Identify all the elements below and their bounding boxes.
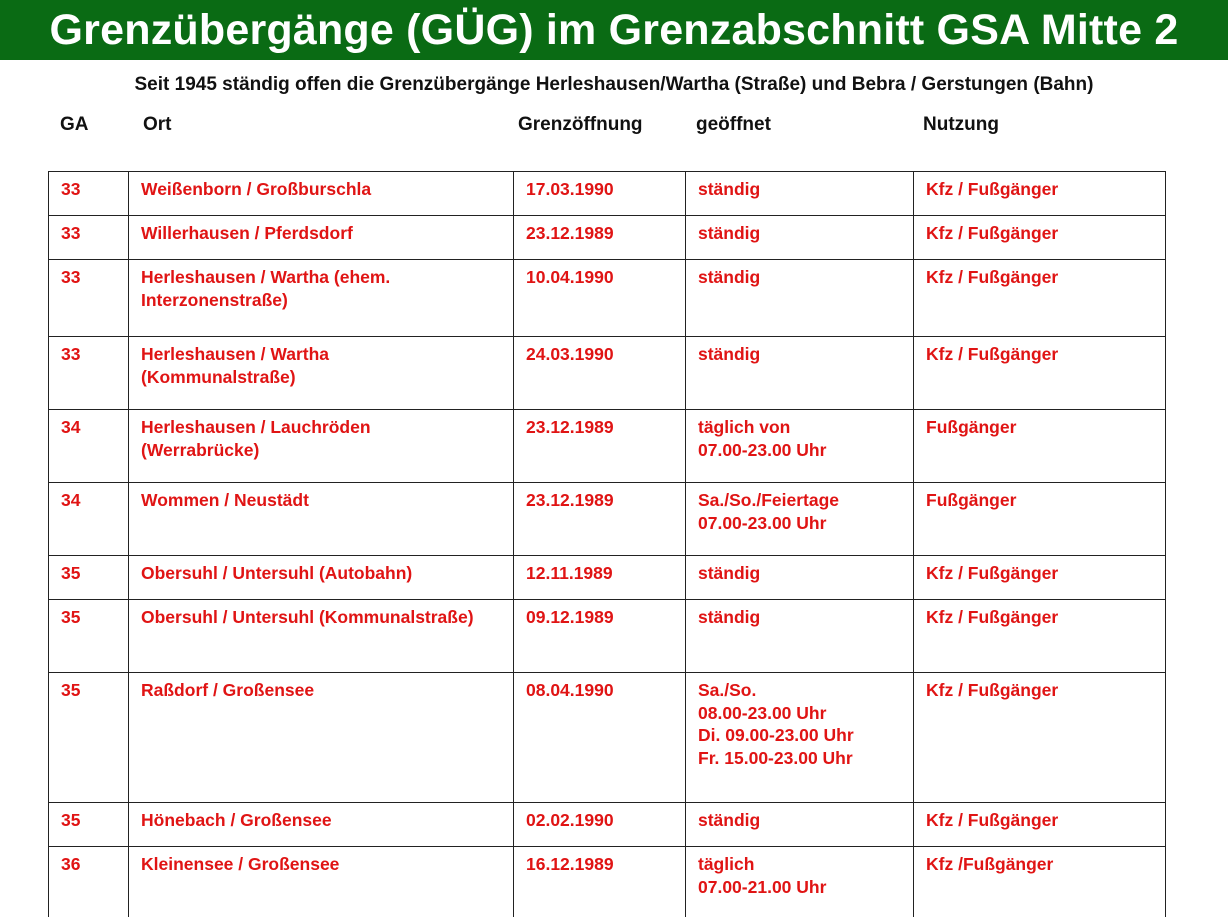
table-row xyxy=(49,216,1166,260)
cell-nutzung: Kfz / Fußgänger xyxy=(914,673,1166,803)
cell-nutzung: Kfz / Fußgänger xyxy=(914,216,1166,260)
cell-nutzung: Kfz / Fußgänger xyxy=(914,803,1166,847)
cell-ort: Herleshausen / Lauchröden (Werrabrücke) xyxy=(129,410,514,483)
cell-ort: Obersuhl / Untersuhl (Autobahn) xyxy=(129,556,514,600)
cell-ort: Herleshausen / Wartha (Kommunalstraße) xyxy=(129,337,514,410)
cell-nutzung: Kfz /Fußgänger xyxy=(914,847,1166,917)
cell-grenzoeffnung: 23.12.1989 xyxy=(514,483,686,556)
cell-geoeffnet: täglich 07.00-21.00 Uhr xyxy=(686,847,914,917)
cell-grenzoeffnung: 24.03.1990 xyxy=(514,337,686,410)
cell-ga: 35 xyxy=(49,600,129,673)
table-row xyxy=(49,847,1166,917)
cell-geoeffnet: Sa./So./Feiertage 07.00-23.00 Uhr xyxy=(686,483,914,556)
table-row xyxy=(49,337,1166,410)
cell-geoeffnet: Sa./So. 08.00-23.00 Uhr Di. 09.00-23.00 Uhr Fr. 15.00-23.00 Uhr xyxy=(686,673,914,803)
cell-grenzoeffnung: 23.12.1989 xyxy=(514,216,686,260)
cell-ort: Hönebach / Großensee xyxy=(129,803,514,847)
subtitle: Seit 1945 ständig offen die Grenzübergänge Herleshausen/Wartha (Straße) und Bebra / Gerstungen (Bahn) xyxy=(134,74,1094,95)
cell-nutzung: Kfz / Fußgänger xyxy=(914,172,1166,216)
cell-grenzoeffnung: 12.11.1989 xyxy=(514,556,686,600)
cell-geoeffnet: täglich von 07.00-23.00 Uhr xyxy=(686,410,914,483)
cell-ort: Kleinensee / Großensee xyxy=(129,847,514,917)
table-row xyxy=(49,483,1166,556)
cell-nutzung: Fußgänger xyxy=(914,483,1166,556)
cell-ga: 33 xyxy=(49,172,129,216)
table-row xyxy=(49,556,1166,600)
cell-ga: 34 xyxy=(49,483,129,556)
cell-ga: 36 xyxy=(49,847,129,917)
cell-ga: 35 xyxy=(49,673,129,803)
column-header-nutzung: Nutzung xyxy=(923,114,999,135)
cell-grenzoeffnung: 02.02.1990 xyxy=(514,803,686,847)
cell-ga: 33 xyxy=(49,337,129,410)
cell-geoeffnet: ständig xyxy=(686,556,914,600)
cell-grenzoeffnung: 23.12.1989 xyxy=(514,410,686,483)
table-row xyxy=(49,410,1166,483)
table-row xyxy=(49,673,1166,803)
cell-ga: 35 xyxy=(49,556,129,600)
cell-ort: Obersuhl / Untersuhl (Kommunalstraße) xyxy=(129,600,514,673)
cell-nutzung: Kfz / Fußgänger xyxy=(914,556,1166,600)
table-row xyxy=(49,600,1166,673)
column-header-ort: Ort xyxy=(143,114,172,135)
table-row xyxy=(49,803,1166,847)
cell-geoeffnet: ständig xyxy=(686,172,914,216)
cell-geoeffnet: ständig xyxy=(686,337,914,410)
cell-ort: Wommen / Neustädt xyxy=(129,483,514,556)
column-header-ga: GA xyxy=(60,114,89,135)
cell-grenzoeffnung: 08.04.1990 xyxy=(514,673,686,803)
column-header-geoeffnet: geöffnet xyxy=(696,114,771,135)
page-title: Grenzübergänge (GÜG) im Grenzabschnitt GSA Mitte 2 xyxy=(0,0,1228,60)
cell-ort: Raßdorf / Großensee xyxy=(129,673,514,803)
cell-geoeffnet: ständig xyxy=(686,600,914,673)
cell-geoeffnet: ständig xyxy=(686,260,914,337)
cell-ga: 33 xyxy=(49,216,129,260)
cell-ga: 34 xyxy=(49,410,129,483)
cell-nutzung: Kfz / Fußgänger xyxy=(914,600,1166,673)
cell-ort: Weißenborn / Großburschla xyxy=(129,172,514,216)
cell-ort: Herleshausen / Wartha (ehem. Interzonenstraße) xyxy=(129,260,514,337)
cell-ort: Willerhausen / Pferdsdorf xyxy=(129,216,514,260)
cell-grenzoeffnung: 16.12.1989 xyxy=(514,847,686,917)
cell-grenzoeffnung: 10.04.1990 xyxy=(514,260,686,337)
border-crossings-table xyxy=(48,171,1166,917)
cell-grenzoeffnung: 09.12.1989 xyxy=(514,600,686,673)
cell-geoeffnet: ständig xyxy=(686,216,914,260)
column-header-grenzoeffnung: Grenzöffnung xyxy=(518,114,643,135)
cell-nutzung: Kfz / Fußgänger xyxy=(914,260,1166,337)
cell-ga: 33 xyxy=(49,260,129,337)
table-row xyxy=(49,172,1166,216)
cell-geoeffnet: ständig xyxy=(686,803,914,847)
cell-nutzung: Fußgänger xyxy=(914,410,1166,483)
cell-nutzung: Kfz / Fußgänger xyxy=(914,337,1166,410)
cell-ga: 35 xyxy=(49,803,129,847)
cell-grenzoeffnung: 17.03.1990 xyxy=(514,172,686,216)
table-row xyxy=(49,260,1166,337)
